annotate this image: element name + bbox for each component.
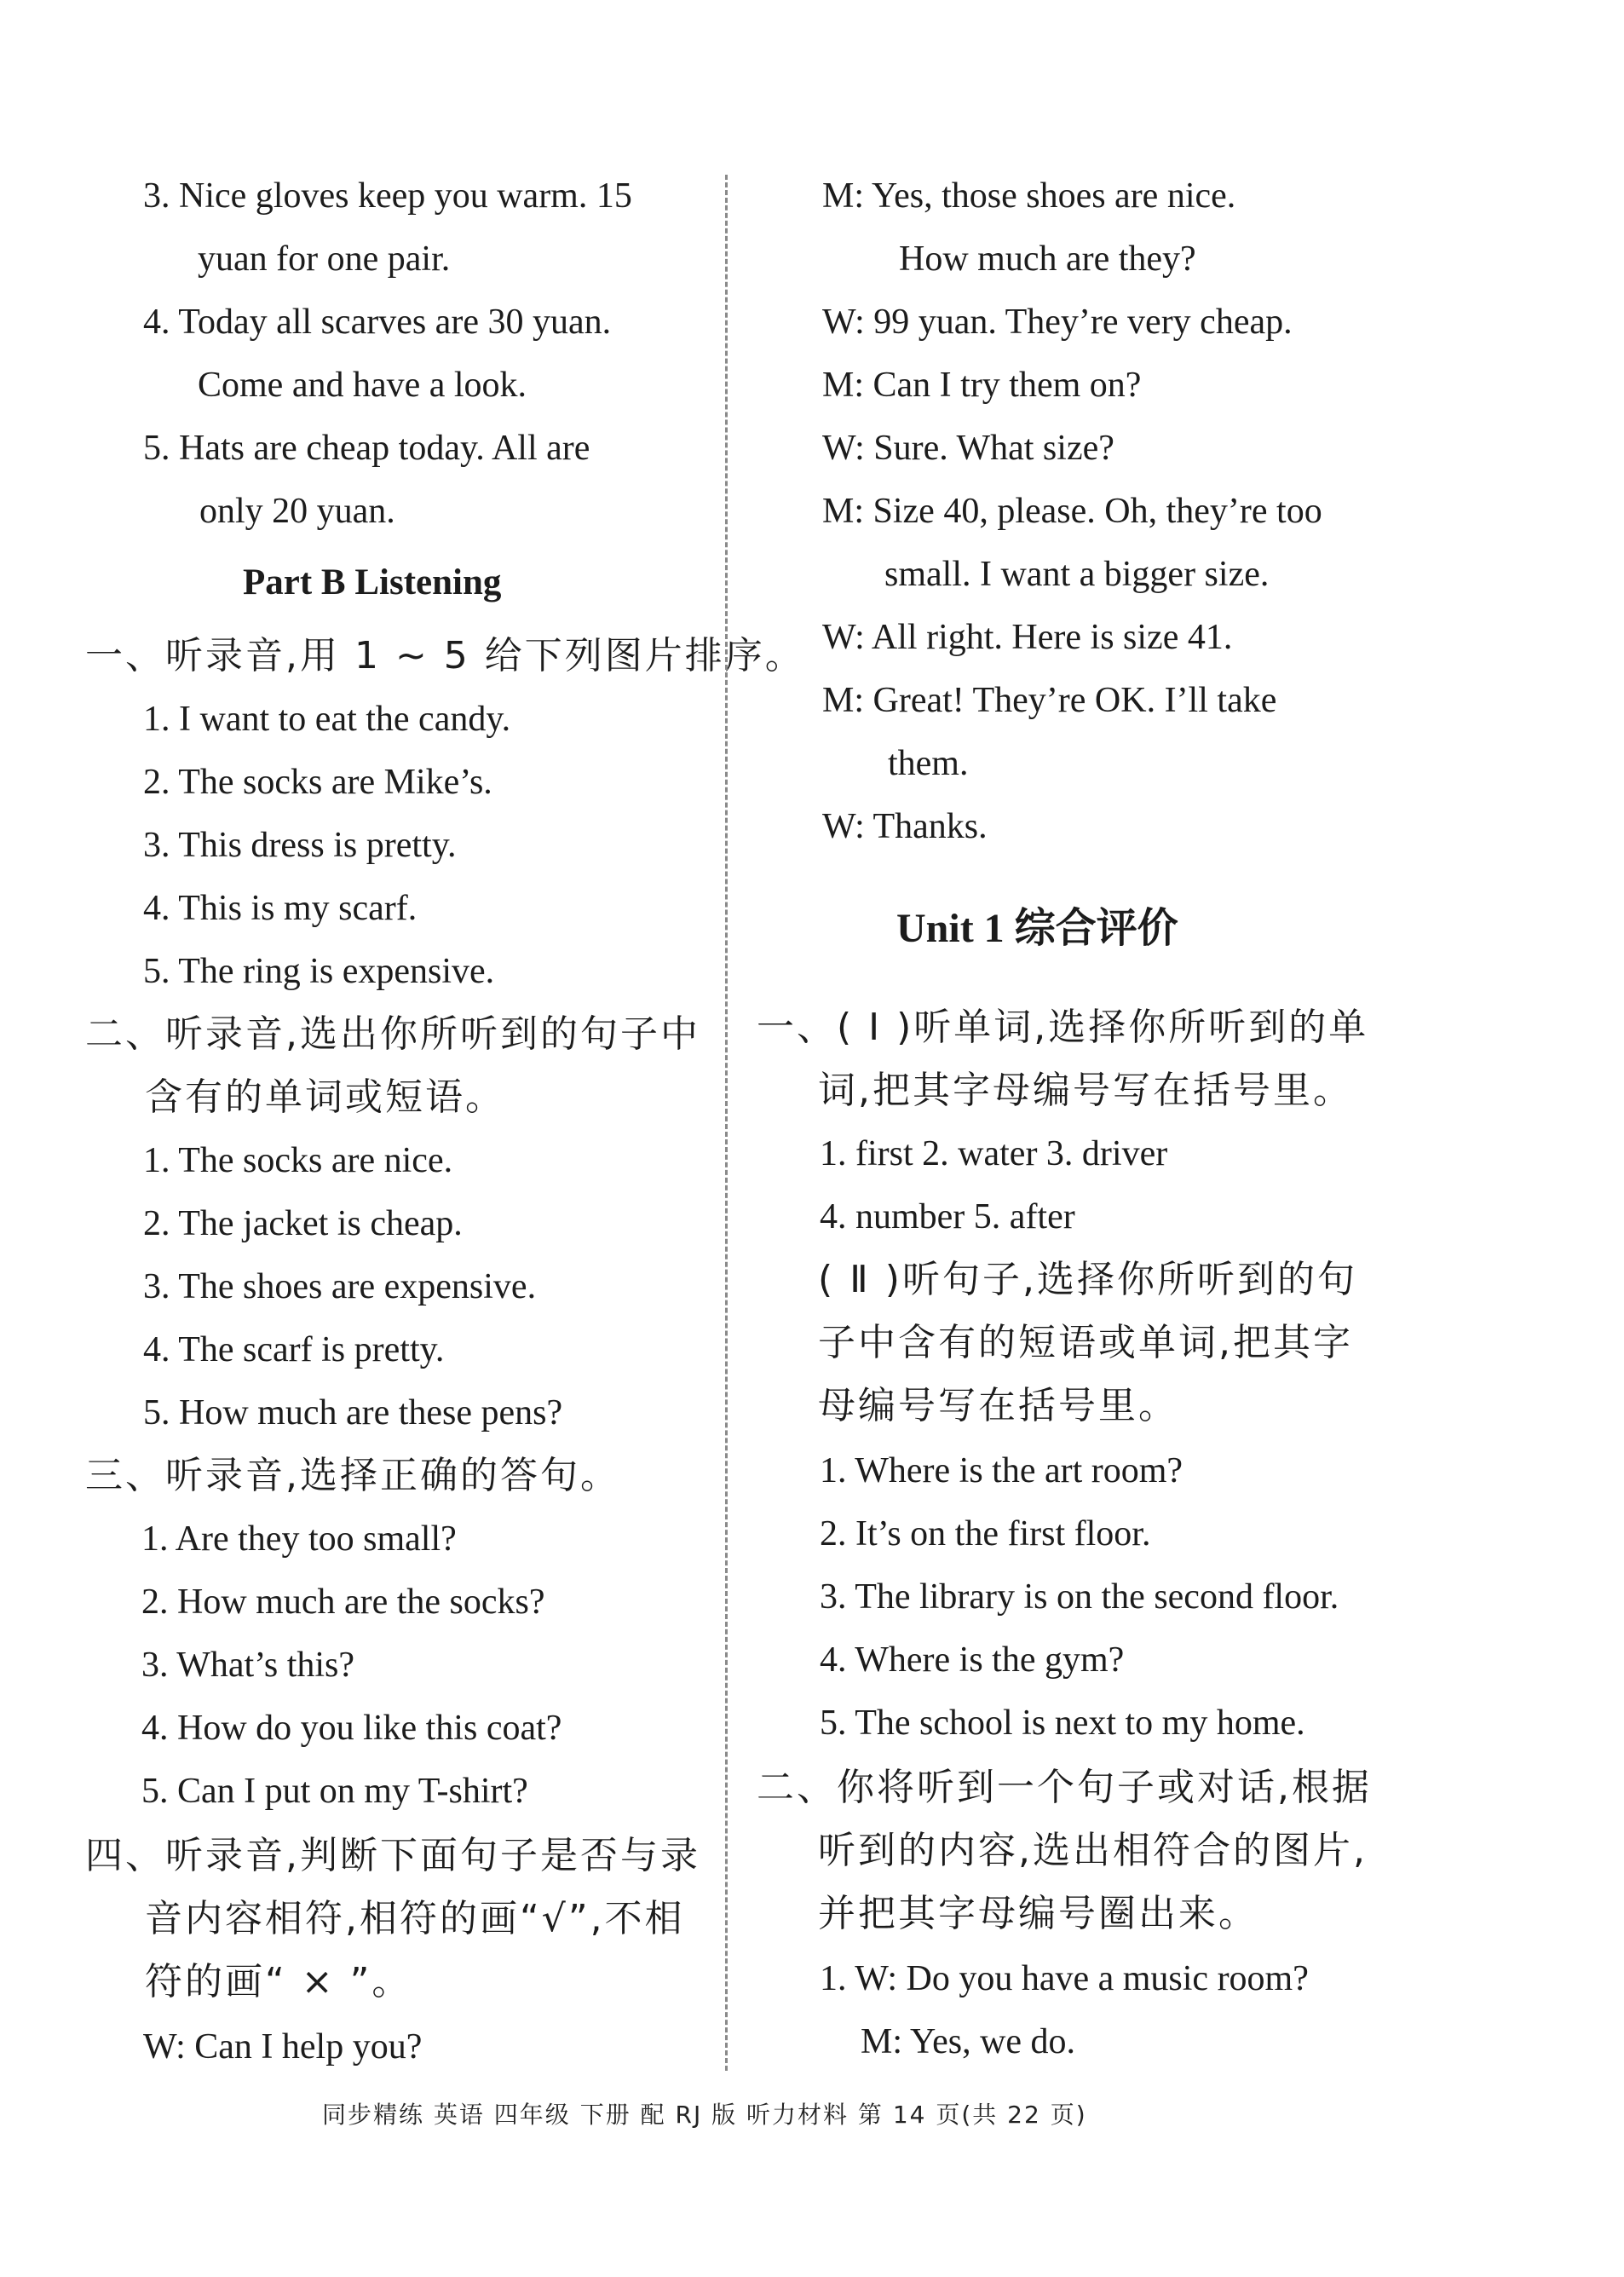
dialogue-line: W: Sure. What size?	[822, 429, 1114, 468]
section-4-title-cont: 音内容相符,相符的画“√”,不相	[145, 1897, 685, 1940]
section-4-title: 四、听录音,判断下面句子是否与录	[85, 1834, 700, 1877]
dialogue-line: W: All right. Here is size 41.	[822, 618, 1233, 657]
list-item: 3. What’s this?	[141, 1646, 355, 1685]
dialogue-line: M: Size 40, please. Oh, they’re too	[822, 492, 1322, 531]
unit-section-1-title-cont: 词,把其字母编号写在括号里。	[818, 1069, 1353, 1112]
list-item: 3. The shoes are expensive.	[143, 1267, 537, 1306]
list-item: 3. This dress is pretty.	[143, 826, 457, 865]
dialogue-line: M: Yes, we do.	[861, 2022, 1076, 2061]
text-line: 3. Nice gloves keep you warm. 15	[143, 176, 632, 216]
list-item: 1. Where is the art room?	[820, 1451, 1183, 1490]
list-item: 2. It’s on the first floor.	[820, 1514, 1151, 1554]
dialogue-line: How much are they?	[899, 239, 1196, 279]
word-list: 4. number 5. after	[820, 1197, 1075, 1236]
list-item: 2. The socks are Mike’s.	[143, 763, 492, 802]
dialogue-line: W: Can I help you?	[143, 2027, 423, 2067]
unit-section-1-part-2-title: ( Ⅱ )听句子,选择你所听到的句	[818, 1258, 1357, 1301]
section-4-title-cont: 符的画“ × ”。	[145, 1960, 412, 2003]
list-item: 4. This is my scarf.	[143, 889, 418, 928]
unit-section-2-title-cont: 听到的内容,选出相符合的图片,	[818, 1829, 1368, 1872]
list-item: 5. How much are these pens?	[143, 1393, 563, 1432]
unit-title: Unit 1 综合评价	[896, 906, 1178, 951]
list-item: 5. The ring is expensive.	[143, 952, 495, 991]
dialogue-line: M: Great! They’re OK. I’ll take	[822, 681, 1277, 720]
section-1-title: 一、听录音,用 1 ~ 5 给下列图片排序。	[85, 634, 805, 677]
text-line: yuan for one pair.	[198, 239, 451, 279]
unit-section-2-title-cont: 并把其字母编号圈出来。	[818, 1892, 1258, 1935]
list-item: 2. How much are the socks?	[141, 1582, 545, 1622]
unit-section-2-title: 二、你将听到一个句子或对话,根据	[757, 1766, 1372, 1809]
list-item: 2. The jacket is cheap.	[143, 1204, 463, 1243]
list-item: 5. Can I put on my T-shirt?	[141, 1772, 528, 1811]
list-item: 4. The scarf is pretty.	[143, 1330, 445, 1369]
dialogue-line: 1. W: Do you have a music room?	[820, 1959, 1309, 1998]
list-item: 1. I want to eat the candy.	[143, 700, 511, 739]
section-heading-part-b: Part B Listening	[243, 562, 502, 602]
text-line: 4. Today all scarves are 30 yuan.	[143, 303, 612, 342]
dialogue-line: M: Can I try them on?	[822, 366, 1142, 405]
unit-section-1-part-2-title-cont: 母编号写在括号里。	[818, 1384, 1178, 1427]
text-line: Come and have a look.	[198, 366, 527, 405]
list-item: 4. How do you like this coat?	[141, 1709, 562, 1748]
unit-section-1-part-2-title-cont: 子中含有的短语或单词,把其字	[818, 1321, 1353, 1364]
list-item: 4. Where is the gym?	[820, 1640, 1125, 1680]
dialogue-line: W: 99 yuan. They’re very cheap.	[822, 303, 1293, 342]
section-3-title: 三、听录音,选择正确的答句。	[85, 1454, 620, 1497]
dialogue-line: W: Thanks.	[822, 807, 988, 846]
list-item: 1. Are they too small?	[141, 1519, 457, 1559]
text-line: 5. Hats are cheap today. All are	[143, 429, 590, 468]
dialogue-line: them.	[888, 744, 969, 783]
list-item: 3. The library is on the second floor.	[820, 1577, 1339, 1617]
unit-section-1-title: 一、( Ⅰ )听单词,选择你所听到的单	[757, 1006, 1369, 1049]
section-2-title: 二、听录音,选出你所听到的句子中	[85, 1012, 700, 1056]
word-list: 1. first 2. water 3. driver	[820, 1134, 1168, 1173]
list-item: 5. The school is next to my home.	[820, 1703, 1305, 1743]
dialogue-line: small. I want a bigger size.	[884, 555, 1270, 594]
column-divider	[725, 175, 728, 2071]
section-2-title-cont: 含有的单词或短语。	[145, 1075, 505, 1119]
list-item: 1. The socks are nice.	[143, 1141, 453, 1180]
page-footer: 同步精练 英语 四年级 下册 配 RJ 版 听力材料 第 14 页(共 22 页)	[322, 2101, 1087, 2129]
text-line: only 20 yuan.	[199, 492, 395, 531]
dialogue-line: M: Yes, those shoes are nice.	[822, 176, 1236, 216]
